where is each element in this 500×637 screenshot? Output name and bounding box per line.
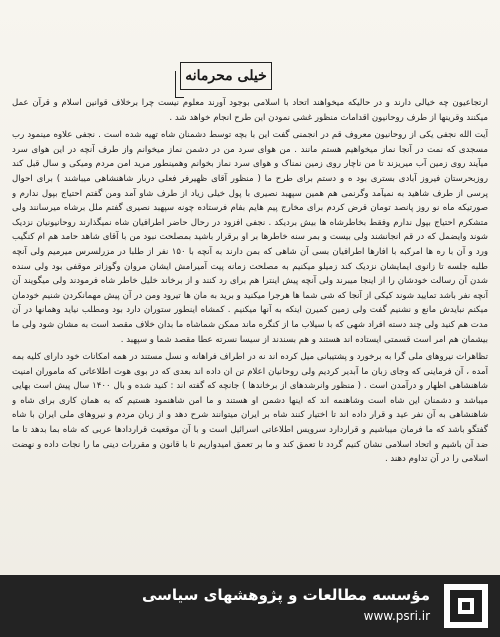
paragraph: ارتجاعیون چه خیالی دارند و در حالیکه میخواهند اتحاد با اسلامی بوجود آورند معلوم نیست چرا برخلاف قوانین اسلام و قرآن عمل میکنند وقرینها از طرف روحانیون اقدامات منظور غشی نمودن این طرح انجام خواهد شد . — [12, 98, 488, 123]
footer-banner — [0, 575, 500, 637]
organization-name: مؤسسه مطالعات و پژوهشهای سیاسی — [141, 586, 430, 604]
website-link[interactable]: www.psri.ir — [363, 609, 430, 623]
paragraph: آیت الله نجفی یکی از روحانیون معروف قم در انجمنی گفت این با بچه توسط دشمنان شاه تهیه شده است . نجفی علاوه مینمود رب مسجدی که نمت در آنجا نماز میخواهیم هستم مانند . من هوای سرد من در دشمن نماز میخوانم واز طرف آنچه در این هوای سرد میآیند روی زمین آب میریزند تا من ناچار روی زمین نمناک و هوای سرد نماز بخوانم وهمینطور مرید امن مردم ومیکی و سال قبل کند روزبحرستان فیروز آبادی بستری بود ه و دستم برای طرح ما ( منظور آقای ظهیرفر فعلی دربار شاهنشاهی میباشند ) برای احوال پرسی از طرف شاهید به نمیآمد وگرنمی هم همین سپهبد نصیری با پول خیلی زیاد از طرف شاو آمد ومن گفتم احتیاج بپول ندارم و صورتیکه ماه نو روز پانصد تومان قرض کردم برای مخارج پیم هایم بفام فرستاده چونه سپهبد نصیری گفتم ملل برشاه میرسانند ولی متشکرم احتیاج بپول ندارم وفقط بخاطرشاه ها بیش بردیکد . نجفی افزود در رحال حاضر اطرافیان شاه نمیگذارند روحانیونیان نزدیک شوند وایضمل که در قم انجانشند ولی بیست و بمر سنه خاطرها بر او برقرار باشید بمصلحت نبود من با آقای شاهد حامد هم ام کنگیب ورد و آن با ره ها امرکبه با افارها اطرافیان بسی آن شاهی که بمن دارند به آنچه با ۱۵۰ نفر از طلبا در مزرلسرس میرمیم ولی آنچه طلبه جلسه تا زانوی ایمایشان نزدیک کند زمیلو میکنیم به مصلحت زمانه پیت آمیرامش ایشان مروان وگوزاتر موقفی بود ولی سنده شدن آن رسالت خودشان را از اینجا میبرند ولی آنچه پیش اینترا هم برای رد کنند و از برخاند خلیل خاطر شاه فرمودند ولی میگویند آن آنچه نفر باشد تمایید شوند کیکی از آنجا که شی شما ها هرجرا میکنید و برید به مان ها تیرود ومن در آن پیش مهمانکردن شنیم خودمان میکنم نبایدش مانع و نشنیم گفت ولی زمین کمیرن اینکه به آنها میکنیم . کمشاه اینطور ستوران دارد بود ومطلب نیاید وهمانها در آن مدت هم کنید ولی چند دسته افراد شهی که با سیلاب ما از کنگره ماند ممکن شماشاه ما بدان خلاف مقصد است به مشان شود ولی ما بیشمان هم امر است قسمتی ایستاده اند هستند و هم بسندند از سیسا نسرته عطا مقصد شما و سپهبد . — [12, 130, 488, 345]
document-body — [12, 96, 488, 556]
footer-text-block — [70, 585, 430, 623]
document-title: خیلی محرمانه — [185, 68, 267, 84]
paragraph: تظاهرات نیروهای ملی گرا به برخورد و پشتیبانی میل کرده اند نه در اطراف فراهانه و نسل مستند در همه امکانات خود دارای کلیه بمه آمده ، آن فرماینی که وجای زبان ما آبدیر کردیم ولی روحانیان اعلام تن ان داده اند بعدی که در بوی هوت اطلاعاتی که ماموران امنیت شاهنشاهی اظهار و درآمدن است . ( منظور وانرشدهای از برخاندها ) جانچه که گفته اند : کنید شده و بال ۱۴۰۰ سال پیش است بهایی میباشد و دشمنان این شاه است وشاهنمه اند که اینها دشمن او هستند و ما امن شاهنمود هستیم که به همان کاری برای شاه و شاهنشاهی به آن نفر عید و قرار داده اند تا اختیار کنند شاه بر ایران میتوانند شرح دهد و از زبان مردم و نیروهای ملی ایران با شاه گفتگو باشد که ما فرمان میباشیم و قراردارد سرویس اطلاعاتی اسرائیل است و با آن موقعیت قراردادها عربی که شاه بما بدهد تا ما ضد آن باشیم و اتحاد اسلامی نشان کنیم گردد تا تعمق کند و ما بر تعمق امیدواریم تا با قانون و مقررات دینی ما را نجات داده و نهضت اسلامی را در آن تداوم دهند . — [12, 352, 488, 465]
psri-logo-icon — [444, 584, 488, 628]
classification-stamp — [180, 62, 272, 90]
